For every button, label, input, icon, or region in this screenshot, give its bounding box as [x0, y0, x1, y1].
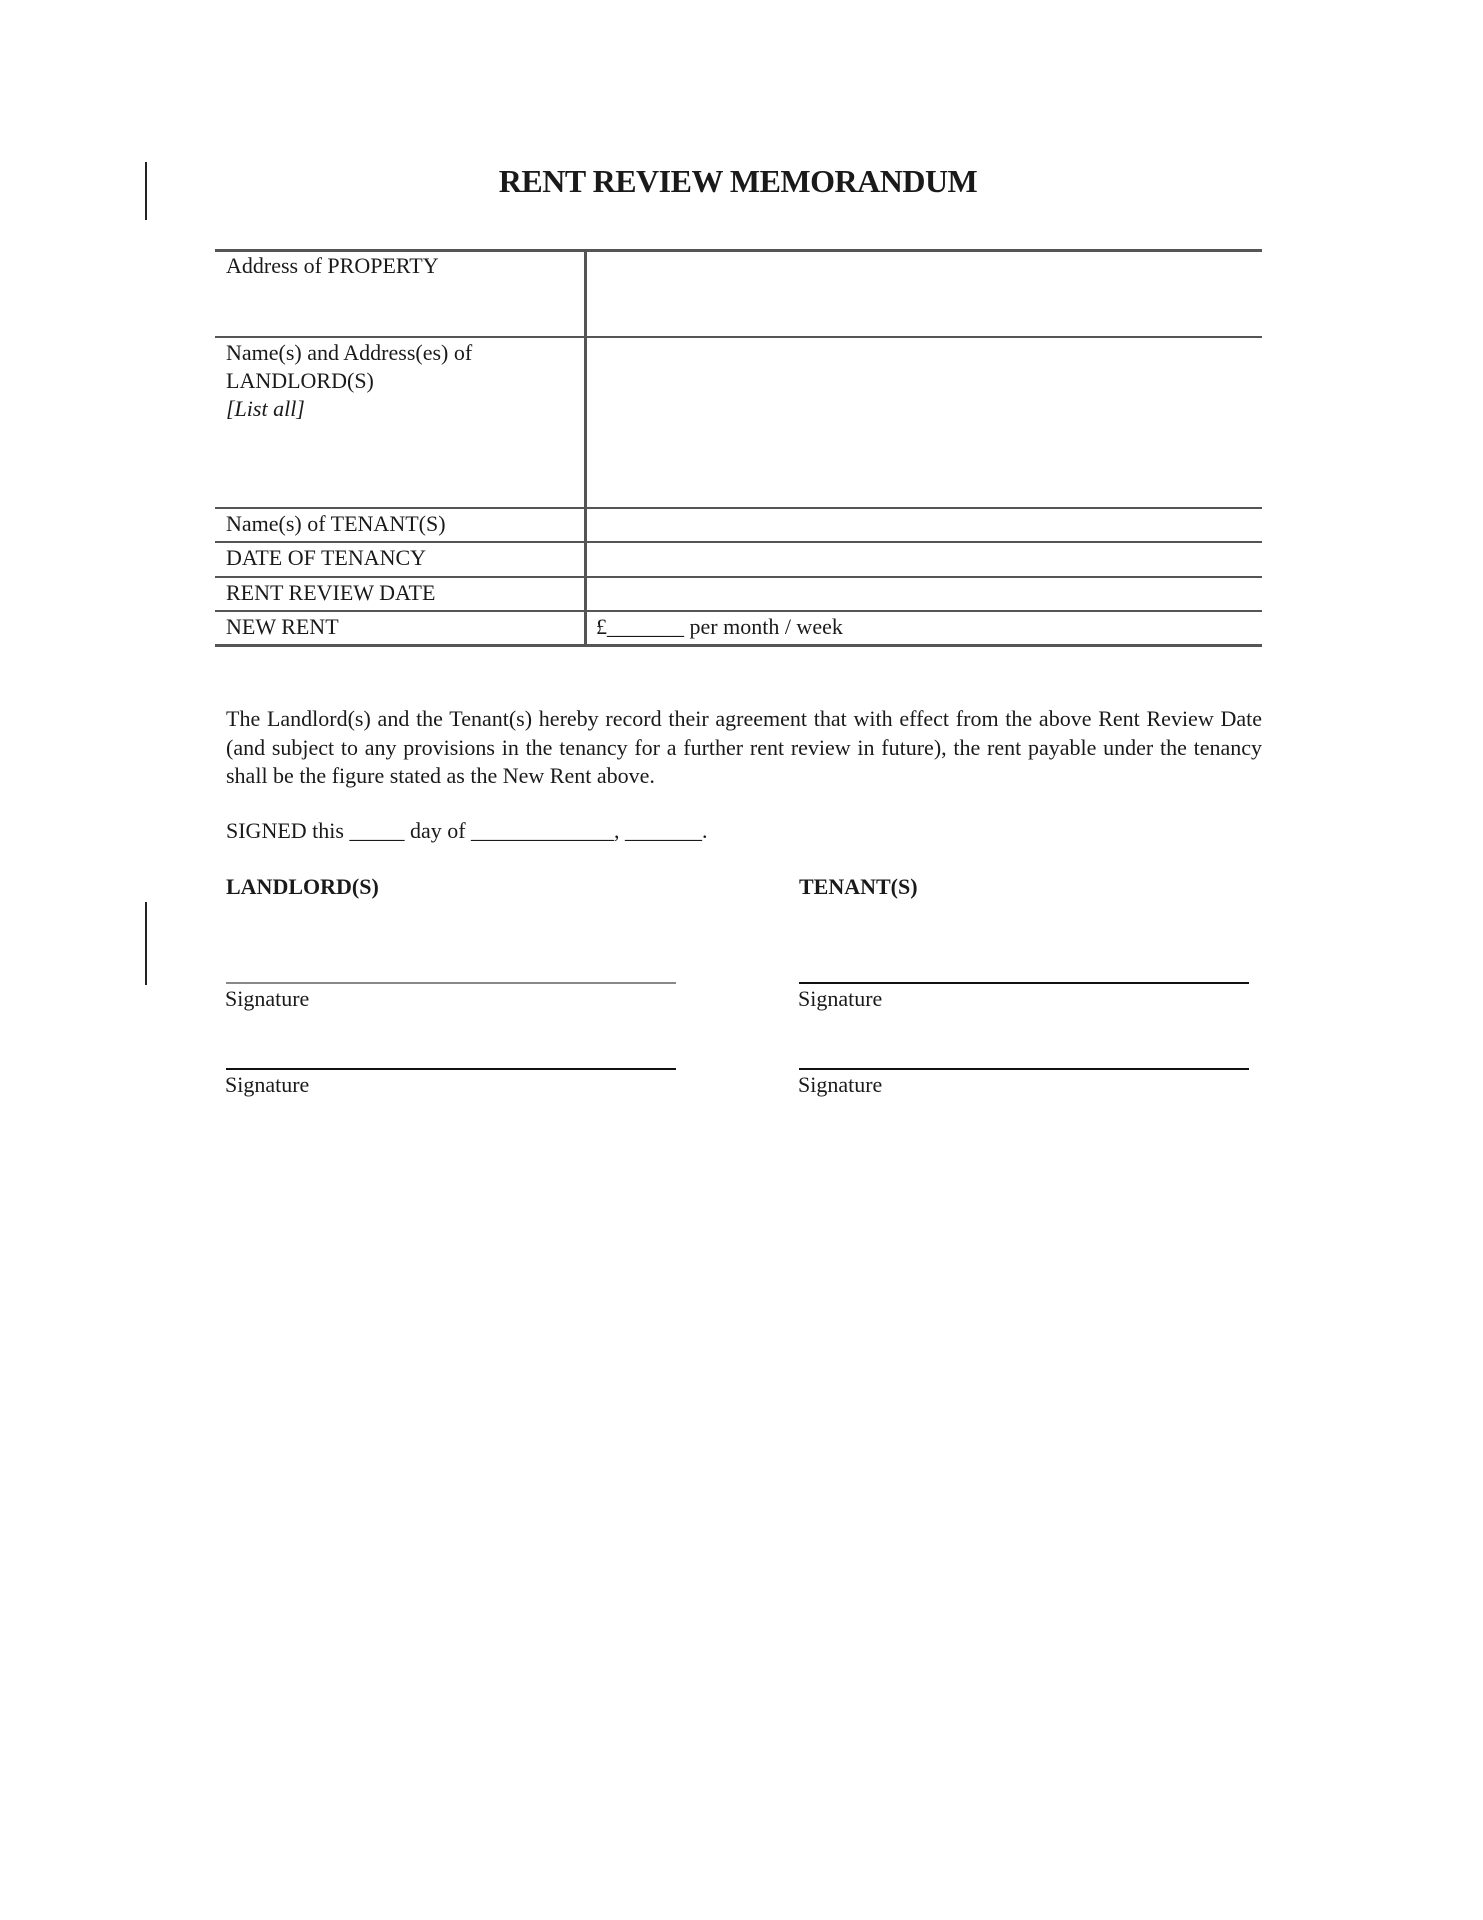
- table-rule: [215, 541, 1262, 543]
- landlord-heading: LANDLORD(S): [226, 874, 379, 899]
- row-label-new-rent: NEW RENT: [226, 614, 339, 639]
- landlord-signature-line-1[interactable]: [226, 982, 676, 984]
- signed-date-line: SIGNED this _____ day of _____________, _______.: [226, 818, 708, 843]
- landlord-signature-line-2[interactable]: [226, 1068, 676, 1070]
- agreement-paragraph: The Landlord(s) and the Tenant(s) hereby record their agreement that with effect from the above Rent Review Date (and subject to any provisions in the tenancy for a further rent review in future), the rent payable under the tenancy shall be the figure stated as the New Rent above.: [226, 706, 1262, 788]
- tenant-heading: TENANT(S): [799, 874, 918, 899]
- signature-label: Signature: [225, 986, 310, 1011]
- table-rule: [215, 610, 1262, 612]
- change-bar: [145, 902, 147, 985]
- row-label-tenants: Name(s) of TENANT(S): [226, 511, 446, 536]
- table-rule: [215, 576, 1262, 578]
- tenant-signature-line-1[interactable]: [799, 982, 1249, 984]
- row-label-landlords: Name(s) and Address(es) of LANDLORD(S): [226, 340, 473, 393]
- row-note-list-all: [List all]: [226, 396, 305, 421]
- table-rule: [215, 507, 1262, 509]
- table-rule: [215, 336, 1262, 338]
- signature-label: Signature: [798, 1072, 883, 1097]
- column-divider: [584, 250, 587, 646]
- tenant-signature-line-2[interactable]: [799, 1068, 1249, 1070]
- signature-label: Signature: [798, 986, 883, 1011]
- page-title: RENT REVIEW MEMORANDUM: [498, 163, 978, 199]
- row-label-property: Address of PROPERTY: [226, 253, 439, 278]
- table-rule: [215, 644, 1262, 647]
- signature-label: Signature: [225, 1072, 310, 1097]
- new-rent-value[interactable]: £_______ per month / week: [596, 614, 843, 639]
- row-label-date-of-tenancy: DATE OF TENANCY: [226, 545, 427, 570]
- row-label-rent-review-date: RENT REVIEW DATE: [226, 580, 436, 605]
